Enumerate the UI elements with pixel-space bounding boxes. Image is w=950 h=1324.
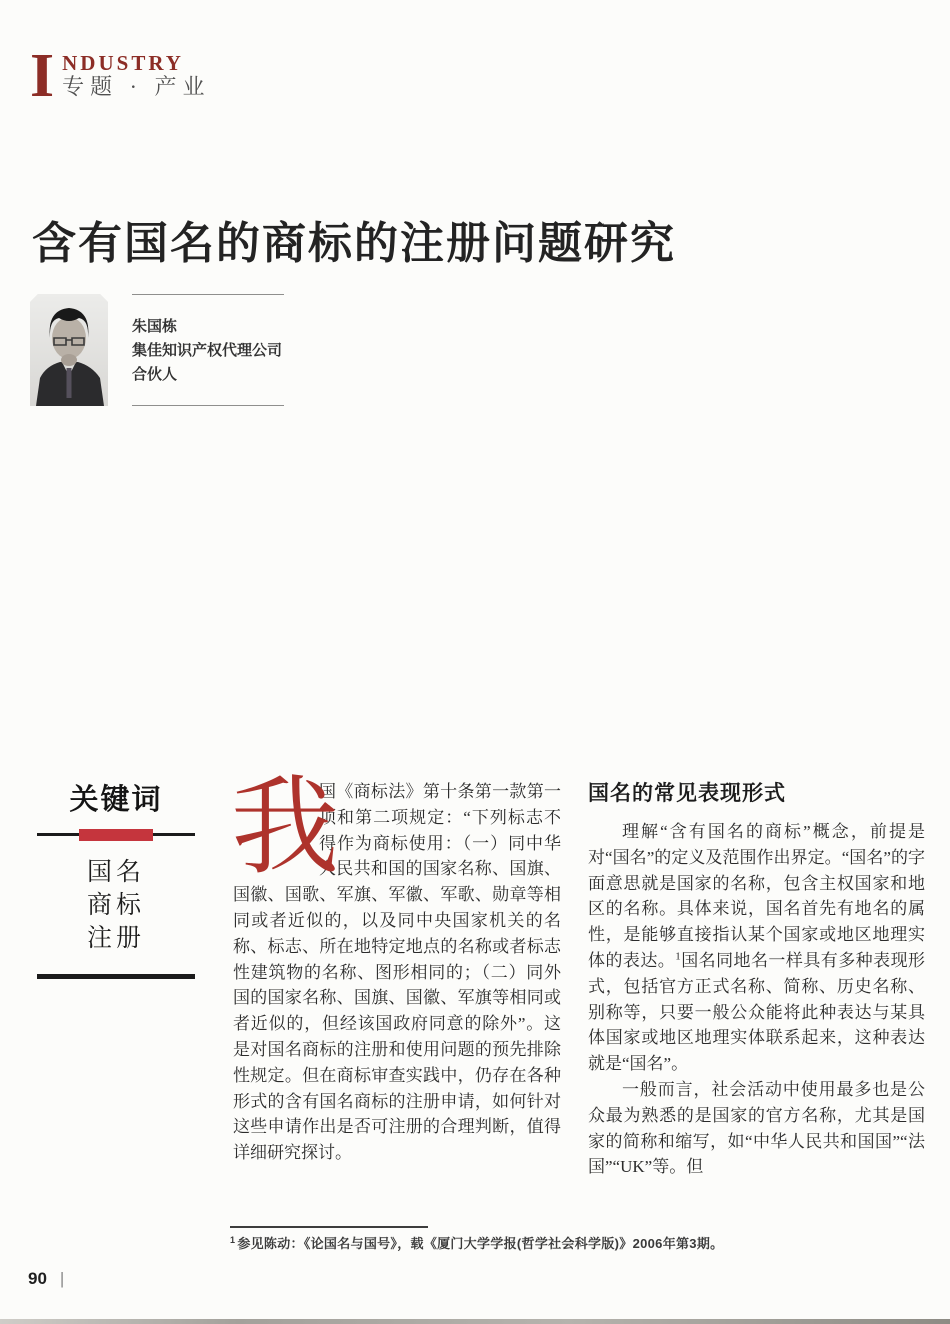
footnote-citation: 参见陈动：《论国名与国号》，载《厦门大学学报(哲学社会科学版)》2006年第3期。 <box>237 1236 724 1251</box>
footnote-marker: 1 <box>230 1234 236 1245</box>
page-number-value: 90 <box>28 1269 47 1288</box>
footnote <box>230 1226 850 1253</box>
section-paragraph-2: 一般而言，社会活动中使用最多也是公众最为熟悉的是国家的官方名称，尤其是国家的简称和缩写，如“中华人民共和国国”“法国”“UK”等。但 <box>588 1079 925 1177</box>
masthead <box>30 42 211 110</box>
author-photo <box>30 294 108 406</box>
keywords-bottom-rule <box>37 974 195 979</box>
scan-bottom-edge <box>0 1319 950 1324</box>
author-section <box>30 294 284 406</box>
masthead-text <box>62 50 210 100</box>
neck <box>61 354 77 366</box>
tie <box>67 368 72 398</box>
author-info <box>132 294 284 406</box>
author-name: 朱国栋 <box>132 318 178 335</box>
intro-dropcap <box>231 769 340 888</box>
footnote-reference: 1 <box>675 950 681 963</box>
masthead-section-label: 专题 · 产业 <box>62 74 211 99</box>
dropcap-glyph: 我 <box>231 769 340 888</box>
masthead-title-en: NDUSTRY <box>62 51 184 75</box>
keywords-list <box>37 856 195 955</box>
section-paragraph-1 <box>588 819 925 1077</box>
intro-text: 国《商标法》第十条第一款第一项和第二项规定：“下列标志不得作为商标使用：（一）同中华人民共和国的国家名称、国旗、国徽、国歌、军旗、军徽、军歌、勋章等相同或者近似的，以及同中央国家机关的名称、标志、所在地特定地点的名称或者标志性建筑物的名称、图形相同的；（二）同外国的国家名称、国旗、国徽、军旗等相同或者近似的，但经该国政府同意的除外”。这是对国名商标的注册和使用问题的预先排除性规定。但在商标审查实践中，仍存在各种形式的含有国名商标的注册申请，如何针对这些申请作出是否可注册的合理判断，值得详细研究探讨。 <box>233 782 561 1163</box>
masthead-initial-letter: I <box>30 42 55 110</box>
author-role: 合伙人 <box>132 366 178 383</box>
paragraph-text: 国名同地名一样具有多种表现形式，包括官方正式名称、简称、历史名称、别称等，只要一般公众能将此种表达与某具体国家或地区地理实体联系起来，这种表达就是“国名”。 <box>588 950 926 1074</box>
keywords-accent-bar <box>79 829 153 841</box>
page-title: 含有国名的商标的注册问题研究 <box>32 219 676 269</box>
keywords-rule <box>37 829 195 841</box>
keyword-item: 商标 <box>86 892 145 919</box>
keyword-item: 国名 <box>86 859 145 886</box>
keywords-title: 关键词 <box>69 784 163 816</box>
footnote-text <box>230 1235 850 1253</box>
intro-column <box>231 769 561 1166</box>
keyword-item: 注册 <box>86 925 145 952</box>
keywords-panel <box>37 783 195 979</box>
author-company: 集佳知识产权代理公司 <box>132 342 283 359</box>
section-heading: 国名的常见表现形式 <box>588 782 786 805</box>
page-number-divider: | <box>59 1269 65 1288</box>
right-column <box>588 781 925 1180</box>
page-number <box>28 1269 64 1289</box>
paragraph-text: 理解“含有国名的商标”概念，前提是对“国名”的定义及范围作出界定。“国名”的字面意思就是国家的名称，包含主权国家和地区的名称。具体来说，国名首先有地名的属性，是能够直接指认某个国家或地区地理实体的表达。 <box>588 822 925 970</box>
footnote-rule <box>230 1226 428 1228</box>
